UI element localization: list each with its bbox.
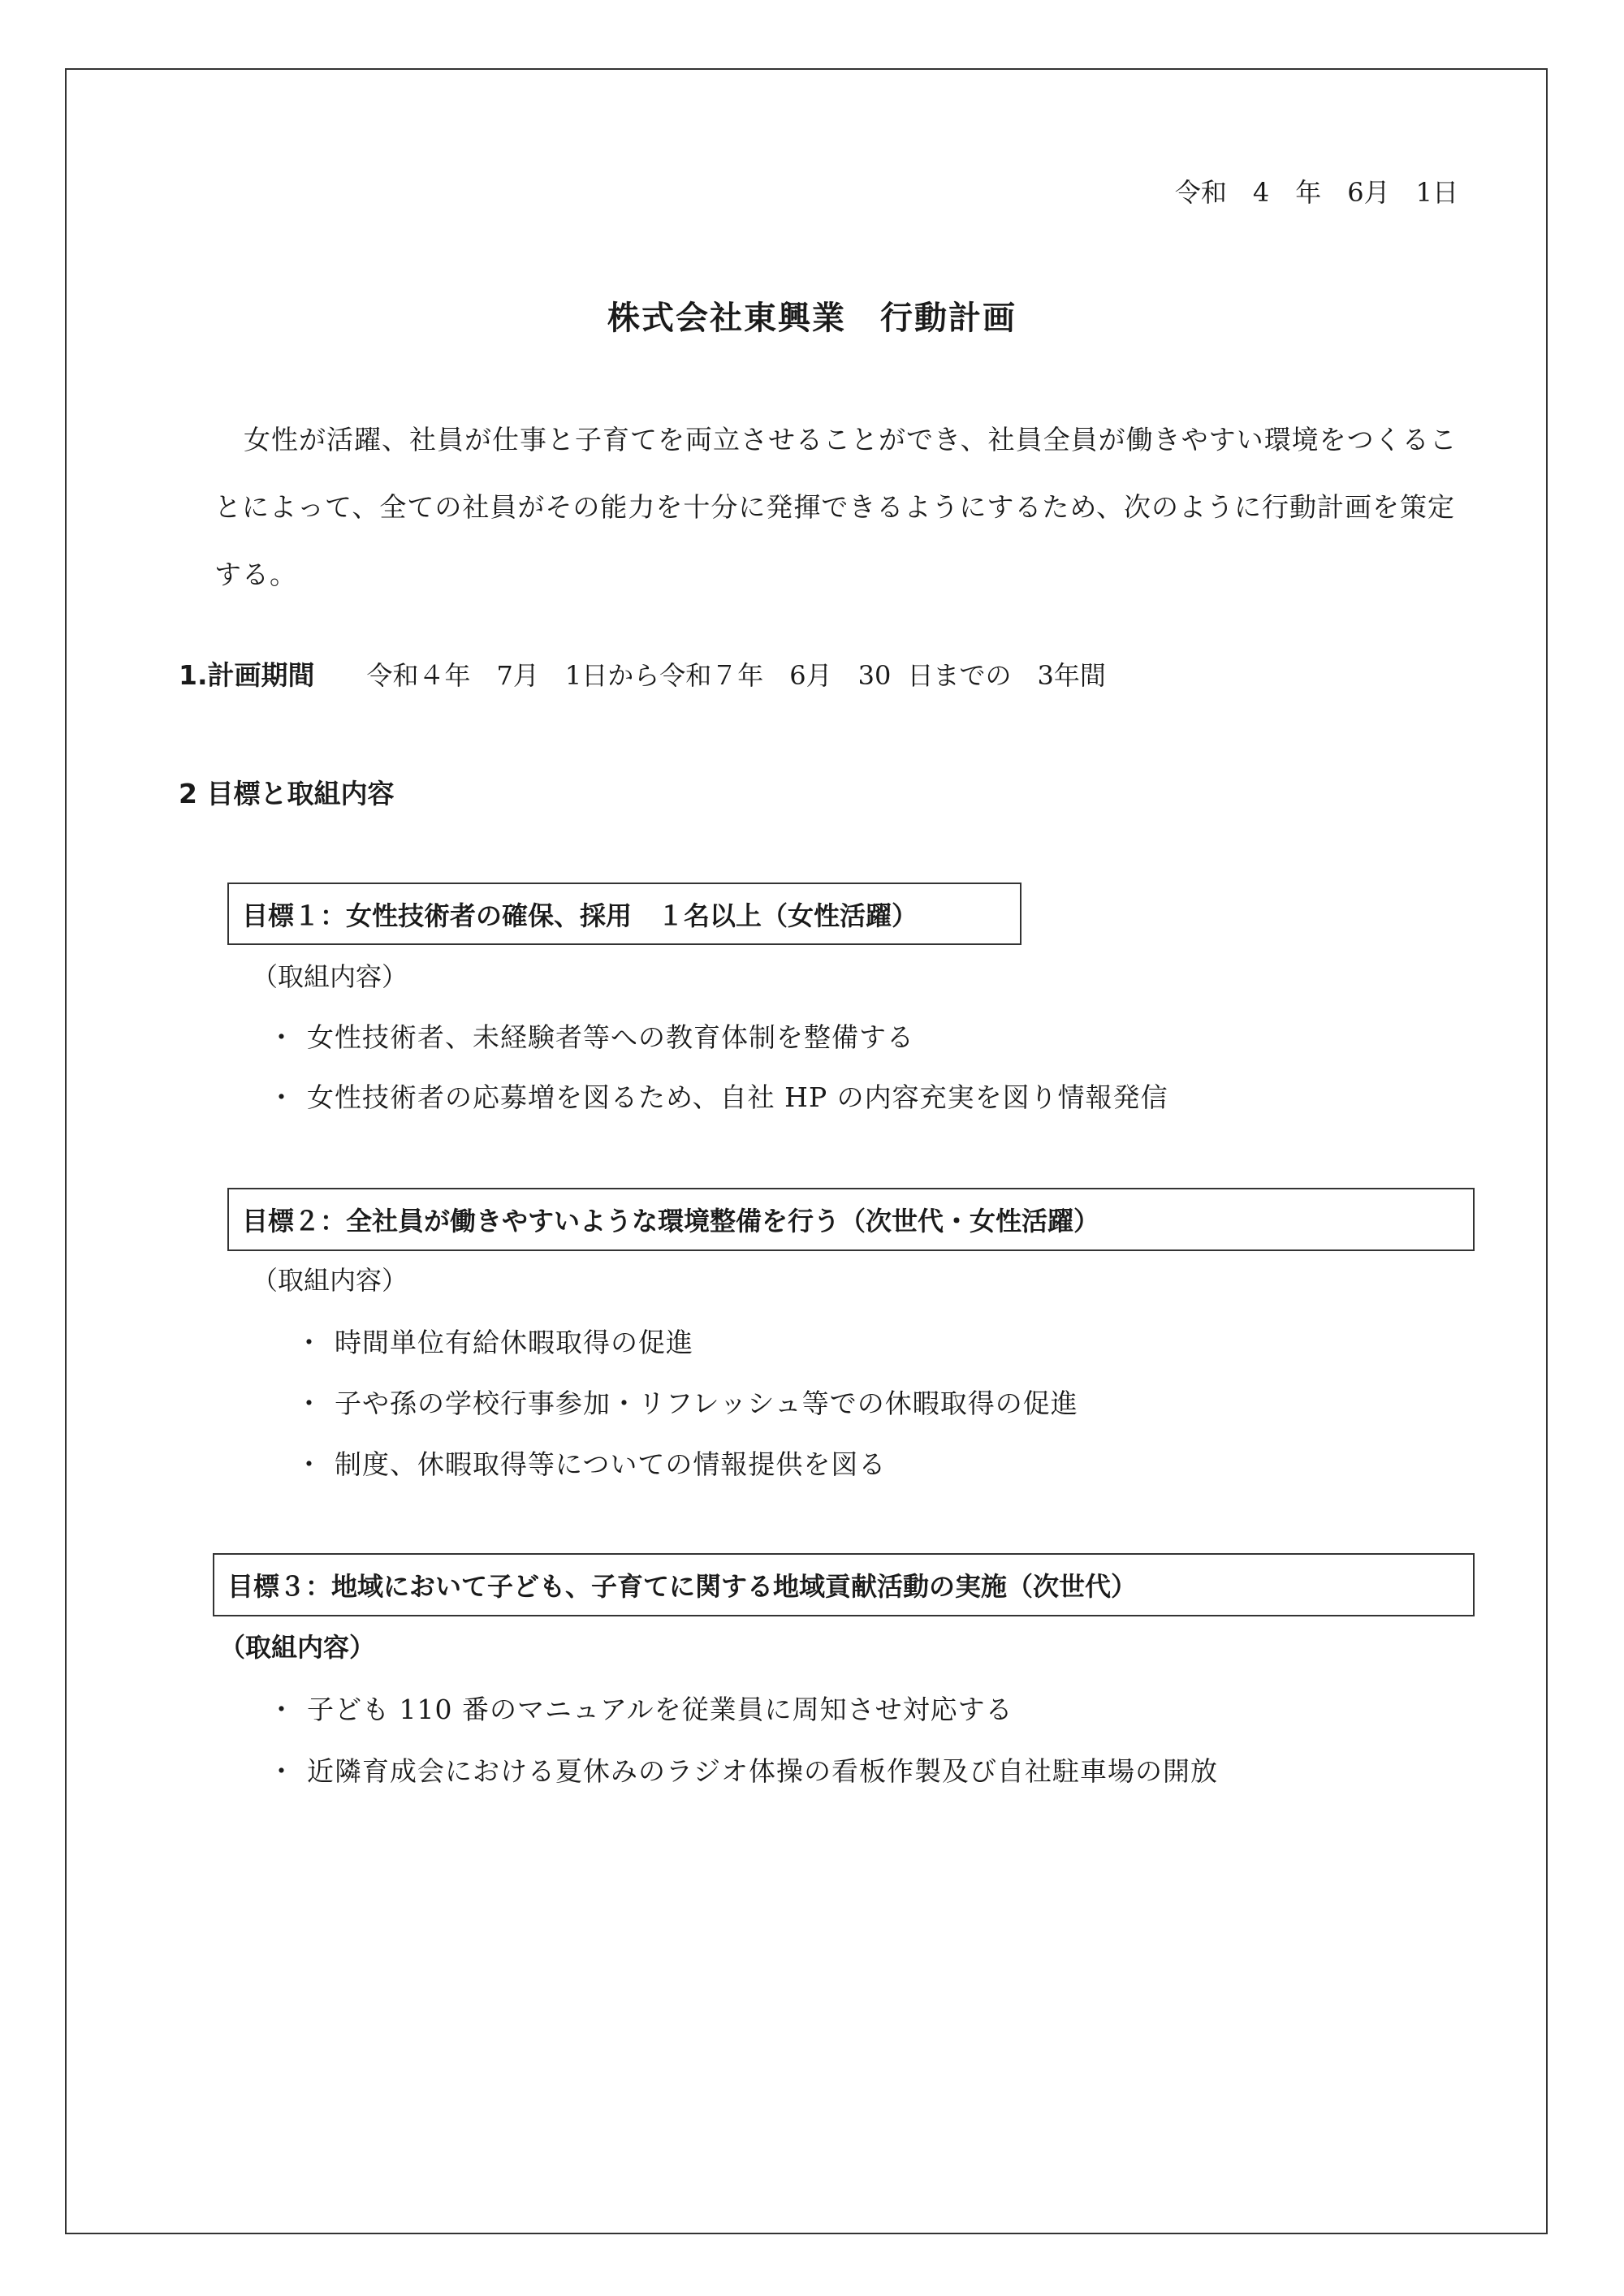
goal-1-activities-label: （取組内容）: [252, 961, 408, 992]
page-border: [65, 68, 1548, 2234]
goal-1-item: ・ 女性技術者の応募増を図るため、自社 HP の内容充実を図り情報発信: [268, 1081, 1168, 1113]
goal-3-item: ・ 近隣育成会における夏休みのラジオ体操の看板作製及び自社駐車場の開放: [268, 1755, 1218, 1787]
goal-2-item: ・ 時間単位有給休暇取得の促進: [296, 1327, 693, 1358]
bullet: ・: [268, 1081, 296, 1113]
goal-3-item: ・ 子ども 110 番のマニュアルを従業員に周知させ対応する: [268, 1694, 1013, 1725]
goal-2-title: 目標２：全社員が働きやすいような環境整備を行う（次世代・女性活躍）: [242, 1206, 1100, 1236]
goal-3-activities-label: （取組内容）: [219, 1632, 376, 1663]
goal-1-title: 目標１：女性技術者の確保、採用 １名以上（女性活躍）: [242, 900, 918, 931]
goal-3-title: 目標３：地域において子ども、子育てに関する地域貢献活動の実施（次世代）: [227, 1571, 1138, 1602]
goal-2-box: [227, 1188, 1475, 1251]
plan-period: [179, 654, 1106, 693]
bullet: ・: [296, 1388, 323, 1419]
goal-1-box: [227, 883, 1021, 945]
goal-2-item: ・ 制度、休暇取得等についての情報提供を図る: [296, 1448, 887, 1480]
bullet: ・: [296, 1448, 323, 1480]
goal-3-box: [213, 1553, 1475, 1616]
goal-2-activities-label: （取組内容）: [252, 1265, 408, 1296]
bullet: ・: [268, 1755, 296, 1787]
intro-paragraph: 女性が活躍、社員が仕事と子育てを両立させることができ、社員全員が働きやすい環境をつくることによって、全ての社員がその能力を十分に発揮できるようにするため、次のように行動計画を策定する。: [214, 424, 1458, 590]
plan-period-label: 1.計画期間: [179, 659, 315, 691]
goal-1-item: ・ 女性技術者、未経験者等への教育体制を整備する: [268, 1021, 914, 1053]
plan-period-value: 令和４年 7月 1日から令和７年 6月 30 日までの 3年間: [366, 660, 1106, 691]
bullet: ・: [268, 1694, 296, 1725]
goals-heading: 2 目標と取組内容: [179, 778, 395, 809]
document-date: 令和 4 年 6月 1日: [1174, 177, 1458, 208]
bullet: ・: [296, 1327, 323, 1358]
goal-2-item: ・ 子や孫の学校行事参加・リフレッシュ等での休暇取得の促進: [296, 1388, 1078, 1419]
bullet: ・: [268, 1021, 296, 1053]
document-title: 株式会社東興業 行動計画: [607, 300, 1017, 337]
